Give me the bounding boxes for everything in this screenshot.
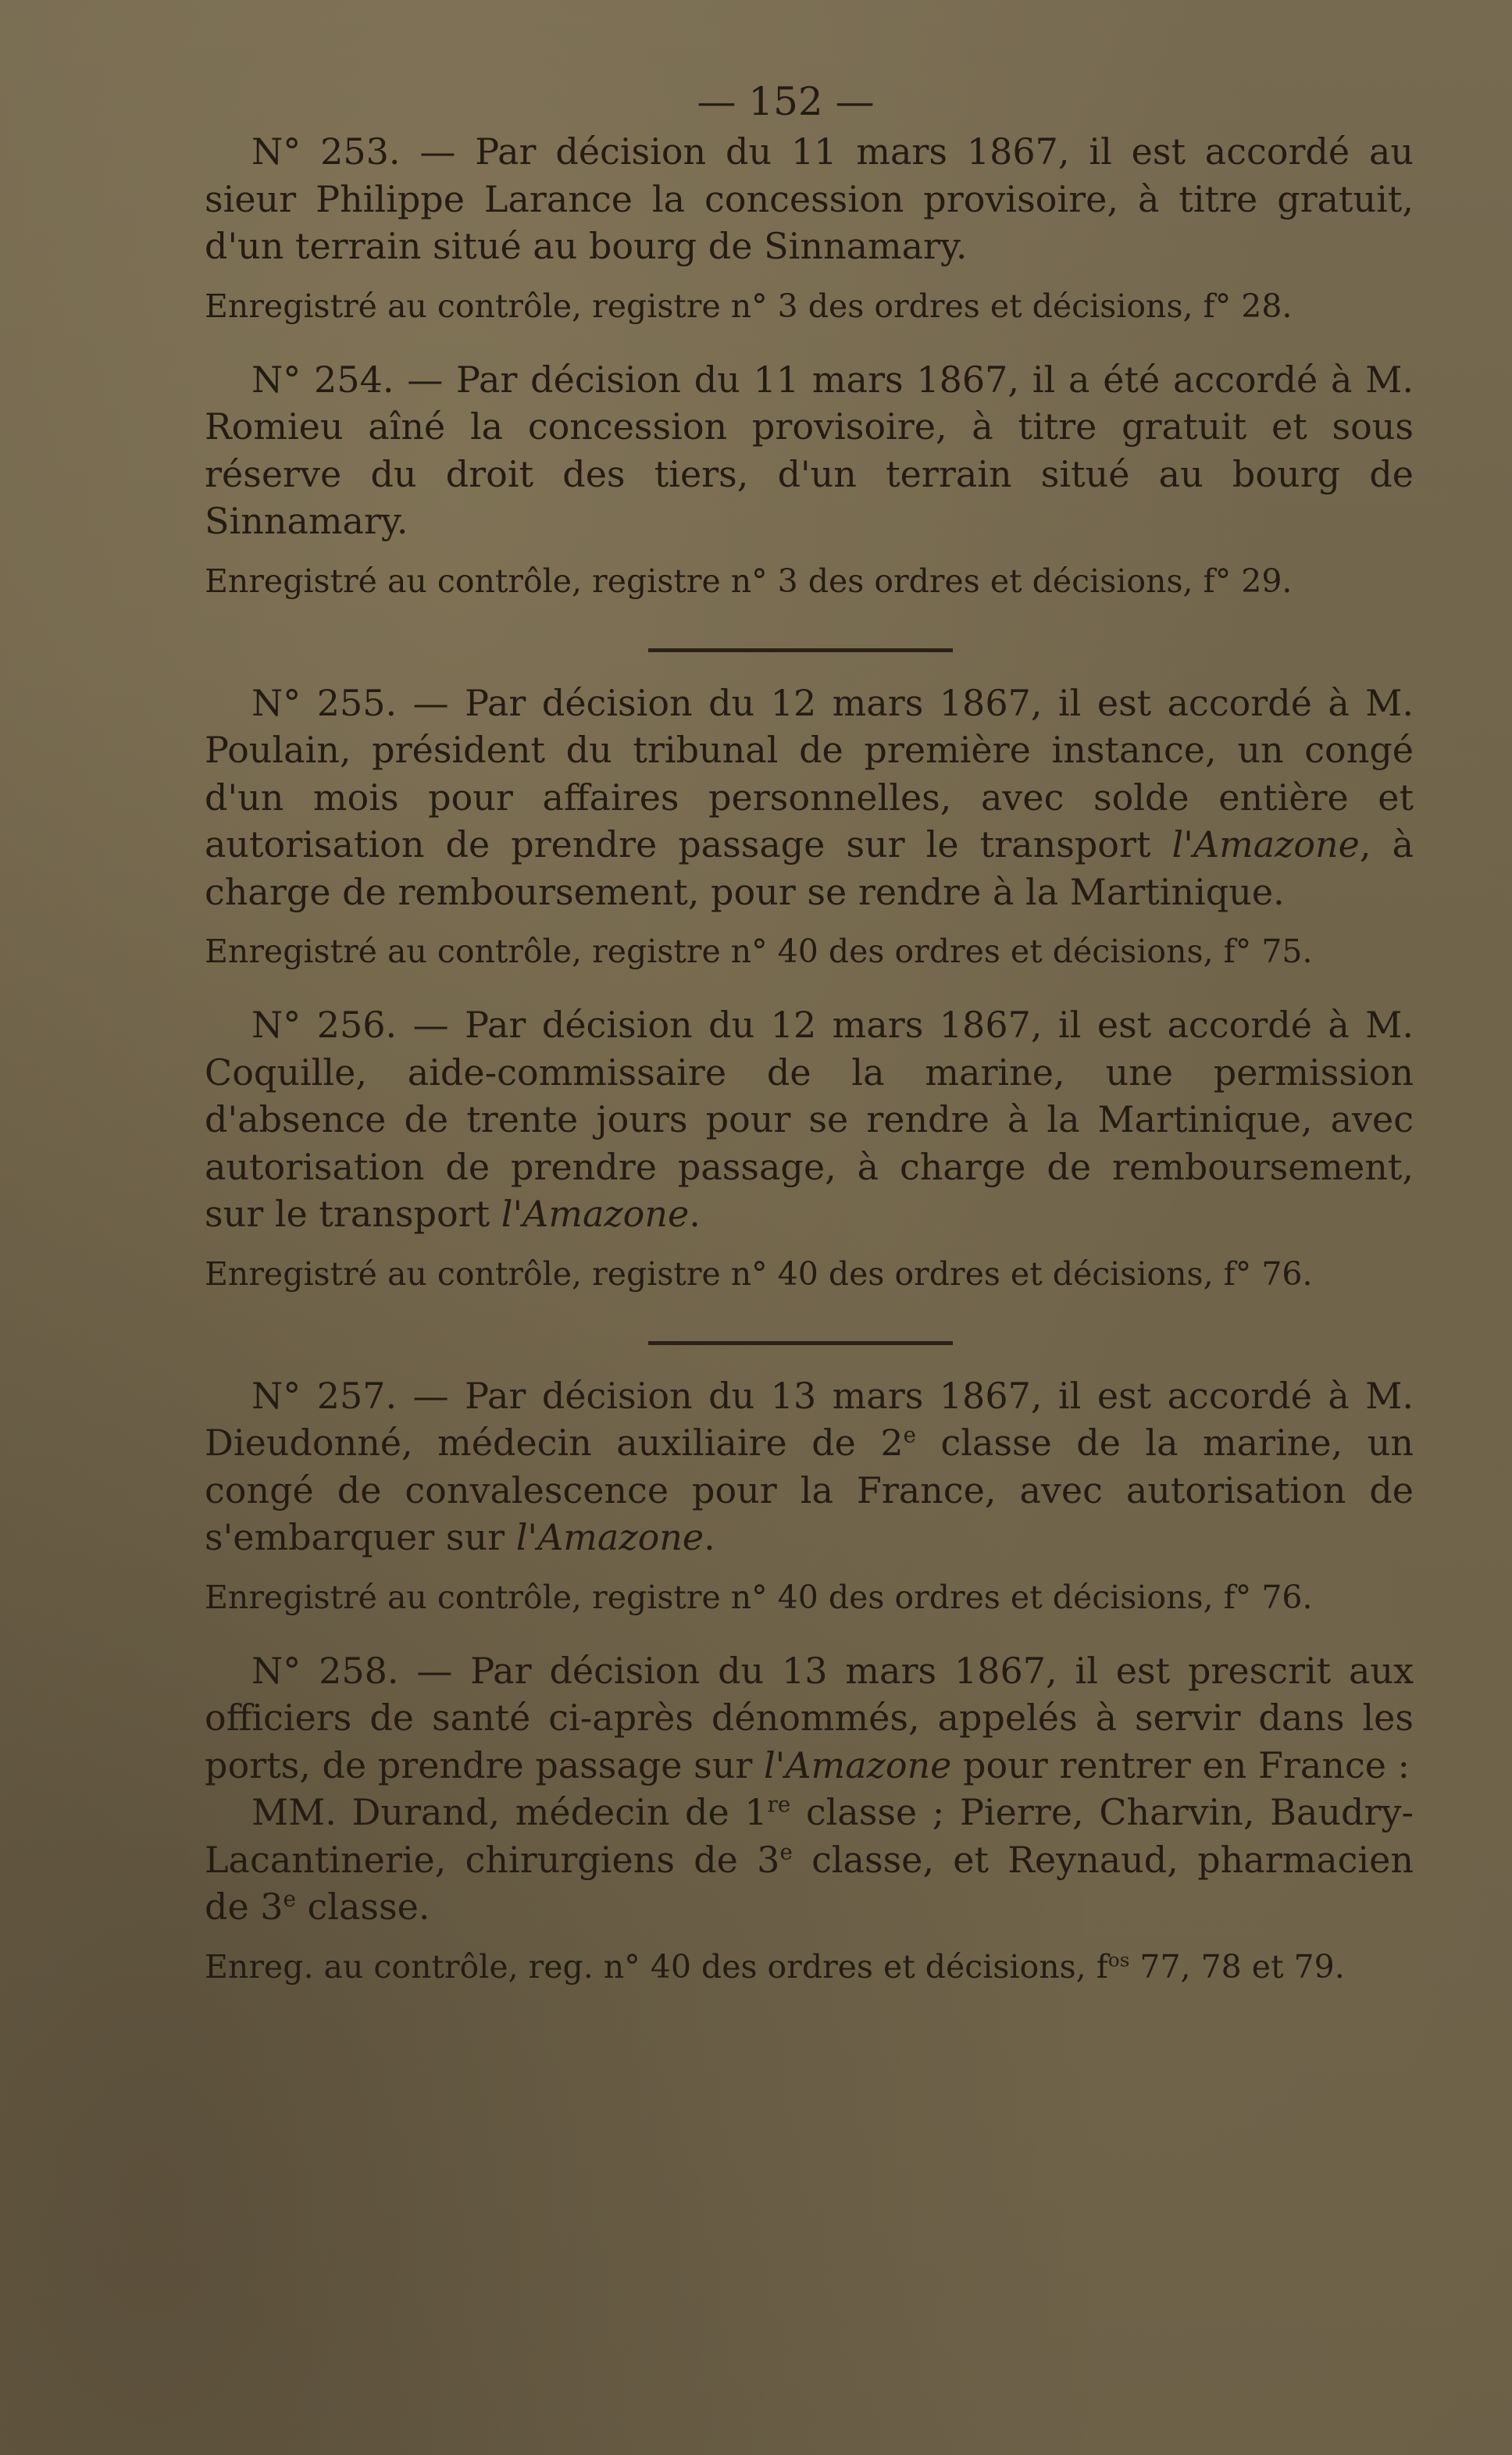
decision-text xyxy=(205,128,1414,270)
officer-list xyxy=(205,1789,1414,1931)
entry-body-cont: classe de la marine, un congé de convalescence pour la France, avec autorisation de s'embarquer sur xyxy=(205,1422,1414,1558)
entry-258 xyxy=(205,1647,1414,1990)
register-note: Enregistré au contrôle, registre n° 3 des ordres et décisions, f° 28. xyxy=(205,287,1293,325)
register-note xyxy=(205,1943,1414,1990)
entry-number: N° 255. xyxy=(251,681,398,724)
page-number: — 152 — xyxy=(697,79,875,124)
entry-number: N° 254. xyxy=(251,358,394,401)
entry-body: — Par décision du 13 mars 1867, il est prescrit aux officiers de santé ci-après dénommés, appelés à servir dans les ports, de prendre passage sur xyxy=(205,1649,1414,1786)
ship-name: l'Amazone xyxy=(515,1516,704,1558)
register-note: Enregistré au contrôle, registre n° 3 des ordres et décisions, f° 29. xyxy=(205,562,1293,600)
separator-rule xyxy=(648,648,953,652)
register-note: Enregistré au contrôle, registre n° 40 des ordres et décisions, f° 76. xyxy=(205,1578,1313,1616)
separator-rule xyxy=(648,1341,953,1345)
entry-number: N° 256. xyxy=(251,1004,398,1046)
entry-body-end: pour rentrer en France : xyxy=(951,1743,1410,1786)
entry-254 xyxy=(205,356,1414,605)
entry-body: — Par décision du 11 mars 1867, il est accordé au sieur Philippe Larance la concession provisoire, à titre gratuit, d'un terrain situé au bourg de Sinnamary. xyxy=(205,130,1414,267)
ship-name: l'Amazone xyxy=(1171,823,1360,865)
superscript: e xyxy=(283,1886,296,1912)
entry-number: N° 257. xyxy=(251,1374,398,1417)
decision-text xyxy=(205,1001,1414,1238)
ship-name: l'Amazone xyxy=(763,1743,952,1786)
entry-body: — Par décision du 12 mars 1867, il est accordé à M. Poulain, président du tribunal de première instance, un congé d'un mois pour affaires personnelles, avec solde entière et autorisation de prendre passage sur le transport xyxy=(205,681,1414,865)
officer-list-part: classe. xyxy=(295,1886,430,1928)
entry-257 xyxy=(205,1372,1414,1621)
entry-number: N° 253. xyxy=(251,130,401,173)
register-note-part: 77, 78 et 79. xyxy=(1129,1947,1345,1986)
entry-body: — Par décision du 13 mars 1867, il est accordé à M. Dieudonné, médecin auxiliaire de 2 xyxy=(205,1374,1414,1464)
officer-list-part: classe, et Reynaud, pharmacien de 3 xyxy=(205,1838,1414,1928)
decision-text xyxy=(205,680,1414,916)
entry-256 xyxy=(205,1001,1414,1297)
entry-255 xyxy=(205,680,1414,976)
officer-list-part: classe ; Pierre, Charvin, Baudry-Lacantinerie, chirurgiens de 3 xyxy=(205,1791,1414,1881)
page-text xyxy=(205,78,1414,1990)
entry-body: — Par décision du 12 mars 1867, il est accordé à M. Coquille, aide-commissaire de la marine, une permission d'absence de trente jours pour se rendre à la Martinique, avec autorisation de prendre passage, à charge de remboursement, sur le transport xyxy=(205,1004,1414,1235)
entry-body-end: , à charge de remboursement, pour se rendre à la Martinique. xyxy=(205,823,1414,913)
register-note: Enregistré au contrôle, registre n° 40 des ordres et décisions, f° 76. xyxy=(205,1254,1313,1293)
entry-body-end: . xyxy=(704,1516,715,1558)
decision-text xyxy=(205,1372,1414,1561)
register-note-part: Enreg. au contrôle, reg. n° 40 des ordres et décisions, f xyxy=(205,1947,1108,1986)
superscript: os xyxy=(1107,1947,1130,1971)
register-note: Enregistré au contrôle, registre n° 40 des ordres et décisions, f° 75. xyxy=(205,933,1313,970)
entry-body: — Par décision du 11 mars 1867, il a été accordé à M. Romieu aîné la concession provisoire, à titre gratuit et sous réserve du droit des tiers, d'un terrain situé au bourg de Sinnamary. xyxy=(205,358,1414,542)
superscript: e xyxy=(903,1422,916,1448)
officer-list-part: MM. Durand, médecin de 1 xyxy=(251,1791,768,1833)
entry-body-end: . xyxy=(689,1193,701,1235)
decision-text xyxy=(205,356,1414,545)
entry-number: N° 258. xyxy=(251,1649,399,1692)
decision-text xyxy=(205,1647,1414,1790)
ship-name: l'Amazone xyxy=(501,1193,690,1235)
superscript: re xyxy=(767,1791,791,1818)
superscript: e xyxy=(779,1839,793,1865)
entry-253 xyxy=(205,128,1414,330)
